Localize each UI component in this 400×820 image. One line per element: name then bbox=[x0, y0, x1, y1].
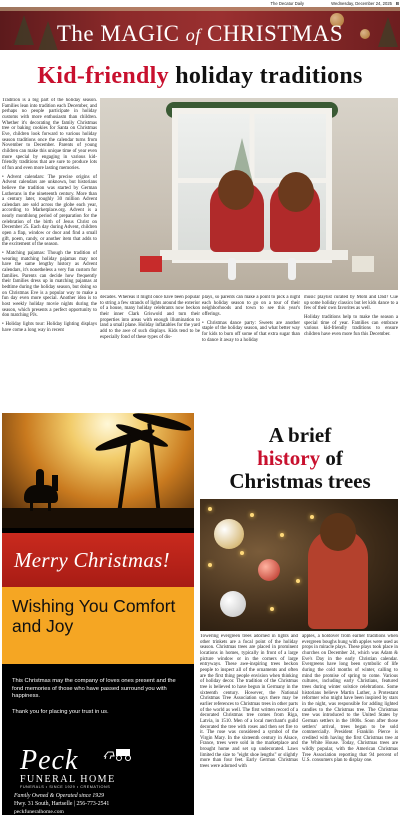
horse-carriage-icon bbox=[102, 747, 138, 761]
logo-tagline: FUNERALS • SINCE 1929 • CREMATIONS bbox=[20, 785, 111, 789]
section-title bbox=[0, 21, 400, 47]
gift-icon bbox=[352, 256, 374, 272]
ornament-icon bbox=[258, 559, 280, 581]
issue-date: Wednesday, December 24, 2025 bbox=[331, 1, 392, 6]
article-paragraph: • Holiday lights tour: Holiday lighting displays have come a long way in recent bbox=[2, 321, 97, 333]
article-paragraph: decades. Whereas it might once have been popular to string a few strands of lights around the exterior of a house, many holiday celebrants now beckon their inner Clark Griswold and turn their properties into areas with enough illumination to land a small plane. Holiday inflatables for the yard add to the awe of such displays. Kids tend to be especially fond of these types of dis- bbox=[100, 295, 200, 340]
stocking-leg bbox=[228, 258, 236, 280]
ornament-icon bbox=[220, 591, 246, 617]
christmas-tree-child-photo bbox=[200, 499, 398, 631]
headline-red-part: Kid-friendly bbox=[37, 63, 169, 89]
article-paragraph: • Matching pajamas: Though the tradition of wearing matching holiday pajamas may not have the same lengthy history as Advent calendars, it's nonetheless a very fun custom for families. Parents can decide how frequently their families dress up in matching pajamas at bedtime during the holiday season, but doing so on Christmas Eve is a popular way to make a fun day even more special. Another idea is to host weekly holiday movie nights during the season, which presents a perfect opportunity to don matching PJs. bbox=[2, 251, 97, 319]
article-paragraph: Towering evergreen trees adorned in lights and other trinkets are a focal point of the holiday season. Christmas trees are placed in prominent locations in homes, typically in front of a large picture window or in the corners of large entryways. These awe-inspiring trees beckon people to inspect all of the ornaments and often are the first thing people envision when thinking of holiday decor. The tradition of the Christmas tree is believed to have begun in Germany in the sixteenth century. However, the National Christmas Tree Association says there may be earlier references to Christmas trees in other parts of the world as well. The first written record of a decorated Christmas tree comes from Riga, Latvia, in 1510. Men of a local merchant's guild decorated the tree with roses and then set fire to it. The rose was considered a symbol of the Virgin Mary. In the sixteenth century in Alsace, France, trees were sold in the marketplace and brought home and set up undecorated. Laws limited the size to "eight shoe lengths" or slightly more than four feet. Early German Christmas trees were adorned with bbox=[200, 634, 298, 770]
child-head bbox=[320, 513, 356, 551]
headline-line-3: Christmas trees bbox=[229, 469, 371, 493]
gift-icon bbox=[140, 256, 162, 272]
stocking-leg bbox=[288, 258, 296, 280]
title-word-christmas: CHRISTMAS bbox=[207, 21, 344, 46]
ornament-icon bbox=[214, 519, 244, 549]
peck-logo bbox=[14, 745, 164, 789]
desert-ground bbox=[2, 508, 194, 528]
headline-line-1: A brief bbox=[268, 423, 332, 447]
article1-column-3 bbox=[202, 295, 300, 430]
article1-column-2 bbox=[100, 295, 200, 430]
headline-red-part: history bbox=[257, 446, 321, 470]
rider-silhouette-icon bbox=[36, 469, 44, 487]
article-paragraph: plays, so parents can make a point to pick a night each holiday season to go on a tour of their neighborhoods and town to see this year's offerings. bbox=[202, 295, 300, 317]
article2-column-1 bbox=[200, 634, 298, 816]
page-letter: B bbox=[395, 1, 399, 6]
article1-column-4 bbox=[304, 295, 398, 430]
article1-headline bbox=[0, 63, 400, 90]
newspaper-name: The Decatur Daily bbox=[270, 1, 304, 6]
ad-paragraph: Thank you for placing your trust in us. bbox=[12, 708, 109, 715]
child-head bbox=[278, 172, 314, 212]
article2-column-2 bbox=[302, 634, 398, 816]
ad-message bbox=[12, 678, 188, 724]
article-paragraph: Holiday traditions help to make the season a special time of year. Families can embrace various kid-friendly traditions to ensure children have even more fun this December. bbox=[304, 314, 398, 337]
headline-black-part: holiday traditions bbox=[175, 63, 363, 89]
logo-subtitle: FUNERAL HOME bbox=[20, 774, 116, 785]
banner-stripe bbox=[0, 7, 400, 11]
article-paragraph: Tradition is a big part of the holiday season. Families lean into tradition each December, and perhaps no people participate in holiday customs with more enthusiasm than children. Whether it's decorating the family Christmas tree or baking cookies for Santa on Christmas Eve, children look forward to various holiday season traditions once the calendar turns from November to December. Parents of young children can make this unique time of year even more special by engaging in various kid-friendly traditions that are sure to produce lots of fun and even more lasting memories. bbox=[2, 98, 97, 171]
funeral-home-ad bbox=[2, 413, 194, 815]
child-head bbox=[218, 170, 254, 210]
headline-word-of: of bbox=[325, 446, 343, 470]
article-paragraph: • Christmas dance party: Sweets are another staple of the holiday season, and what better way for kids to burn off some of that extra sugar than to dance it away to a holiday bbox=[202, 320, 300, 343]
greeting-text: Wishing You Comfort and Joy bbox=[12, 596, 176, 636]
article-paragraph: music playlist curated by Mom and Dad? Cue up some holiday classics but let kids dance to a few of their own favorites as well. bbox=[304, 295, 398, 312]
article1-column-1 bbox=[2, 98, 97, 430]
logo-name: Peck bbox=[20, 745, 79, 776]
title-word-magic: MAGIC bbox=[100, 21, 180, 46]
page-header-line bbox=[0, 0, 400, 7]
article-paragraph: apples, a holdover from earlier traditions when evergreen boughs hung with apples were used as props in miracle plays. These plays took place in churches on December 24, which was Adam & Eve's Day in the early Christian calendar. Evergreens have long been symbolic of life during the cold months of winter, calling to mind the promise of spring to come. Various cultures, including early Christians, featured trees during winter solstice celebrations. Some historians believe Martin Luther, a Protestant reformer who might have been inspired by stars in the night, was responsible for adding lighted candles to the Christmas tree. The Christmas tree was introduced to the United States by German settlers in the 1800s. Soon after those settlers' arrival, trees began to be sold commercially. President Franklin Pierce is credited with having the first Christmas tree at the White House. Today, Christmas trees are wildly popular, with the American Christmas Tree Association reporting that 94 percent of U.S. consumers plan to display one. bbox=[302, 634, 398, 764]
title-word-the: The bbox=[56, 21, 95, 46]
ad-paragraph: This Christmas may the company of loves ones present and the fond memories of those who have passed surround you with happiness. bbox=[12, 678, 176, 699]
merry-christmas-banner: Merry Christmas! bbox=[2, 533, 194, 587]
section-banner bbox=[0, 7, 400, 50]
family-owned-text: Family Owned & Operated since 1929 bbox=[14, 793, 104, 799]
article2-headline bbox=[200, 424, 400, 493]
address-phone: Hwy. 31 South, Hartselle | 256-773-2541 bbox=[14, 801, 110, 807]
article-paragraph: • Advent calendars: The precise origins of Advent calendars are unknown, but historians believe the tradition was started by German Lutherans in the nineteenth century. More than a century later, roughly 30 million Advent calendars are sold across the globe each year, according to Marketplace.org. Advent is a nearly monthlong period of preparation for the celebration of the birth of Jesus Christ on December 25. Each day during Advent, children open a flap, window or door and find a small gift, poem, candy, or another item that adds to the excitement of the season. bbox=[2, 174, 97, 248]
title-word-of: of bbox=[185, 25, 201, 45]
website-link[interactable]: peckfuneralhome.com bbox=[14, 809, 64, 815]
children-window-photo bbox=[100, 98, 398, 290]
